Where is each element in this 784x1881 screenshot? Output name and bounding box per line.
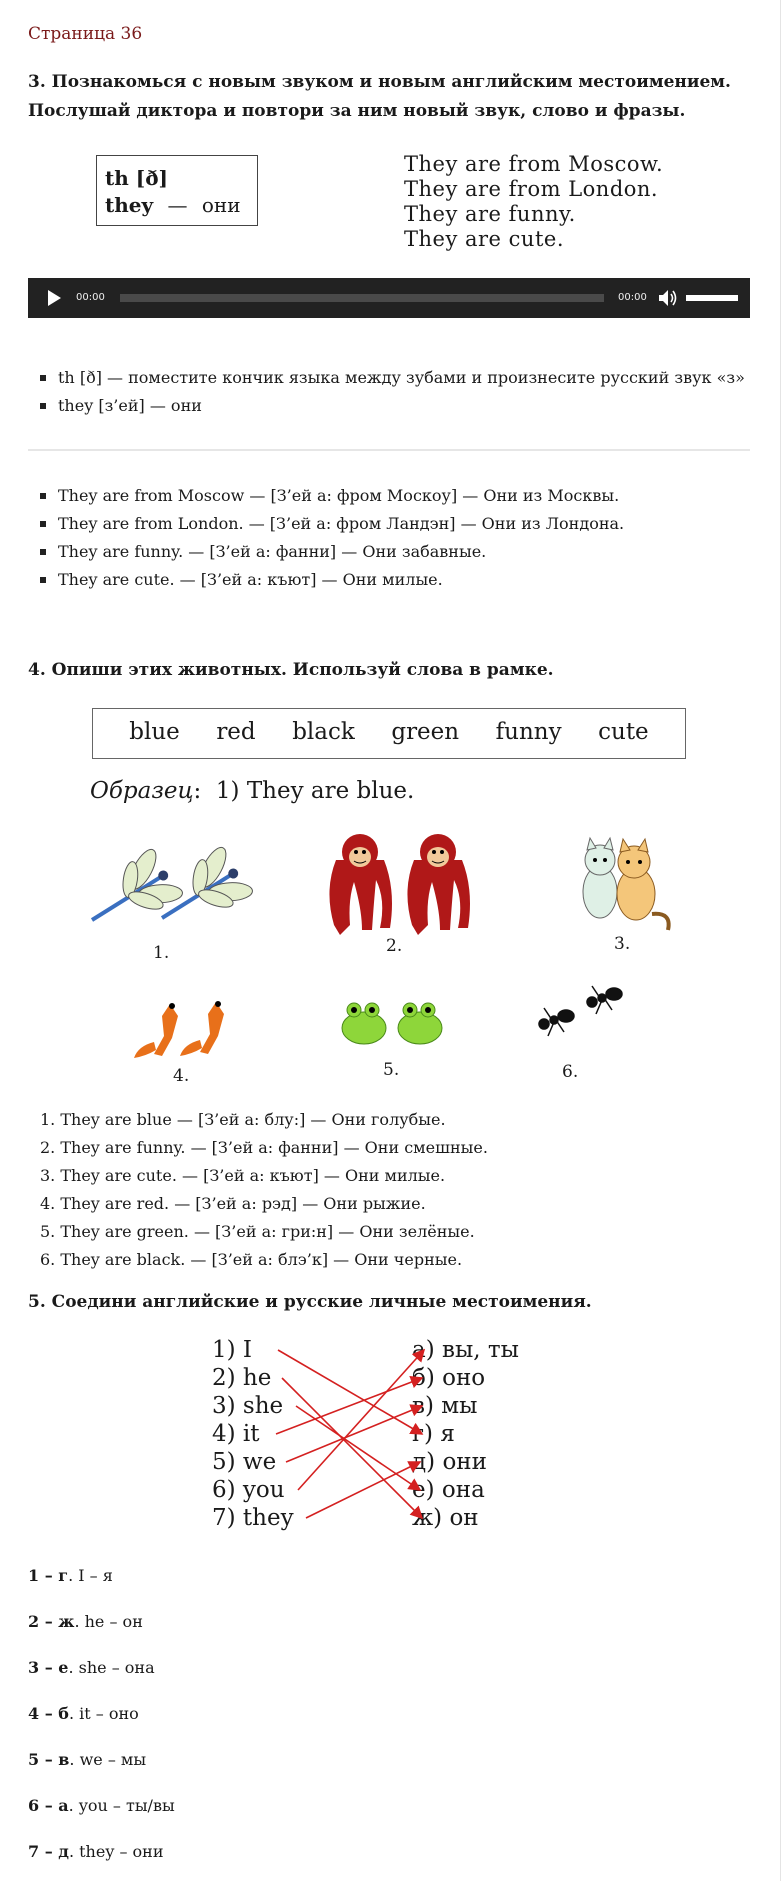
phrase-bullet-list [28, 482, 624, 594]
foxes-image [134, 1001, 224, 1058]
answer-key: 2 – ж [28, 1612, 75, 1631]
answer-line [28, 1750, 146, 1769]
phrase: They are funny. [404, 202, 576, 226]
example-label: Образец [90, 778, 194, 804]
volume-slider[interactable] [686, 294, 738, 302]
arrow [286, 1406, 422, 1462]
pronoun-left: 6) you [212, 1477, 285, 1503]
list-item: They are funny. — [З’ей а: фанни] — Они забавные. [28, 538, 624, 566]
exercise-3-heading-line-2: Послушай диктора и повтори за ним новый звук, слово и фразы. [28, 101, 686, 121]
sound-box-translation: они [201, 193, 241, 217]
pronoun-right: б) оно [412, 1365, 486, 1391]
answer-key: 3 – е [28, 1658, 69, 1677]
answer-line [28, 1566, 113, 1585]
sound-box-word: they [105, 193, 154, 217]
exercise-4-heading: 4. Опиши этих животных. Используй слова в рамке. [28, 660, 554, 680]
pronoun-right: в) мы [412, 1393, 478, 1419]
pronoun-right: г) я [412, 1421, 455, 1447]
arrow [278, 1350, 422, 1434]
picture-label: 3. [614, 934, 631, 954]
phrases-block [404, 152, 663, 252]
answer-line [28, 1704, 139, 1723]
answer-line [28, 1842, 163, 1861]
list-item: 5. They are green. — [З’ей а: гри:н] — Они зелёные. [40, 1222, 475, 1241]
animal-pictures [86, 820, 746, 1090]
list-item: They are from Moscow — [З’ей а: фром Москоу] — Они из Москвы. [28, 482, 624, 510]
volume-icon[interactable] [658, 289, 678, 307]
picture-label: 4. [173, 1066, 190, 1086]
answer-key: 1 – г [28, 1566, 69, 1585]
exercise-3-heading [28, 68, 731, 126]
seek-bar[interactable] [120, 294, 604, 302]
sound-box-word-row [105, 193, 241, 217]
arrow [306, 1462, 420, 1518]
matching-arrows [0, 1330, 784, 1540]
play-button[interactable] [48, 290, 61, 306]
pronoun-right: е) она [412, 1477, 485, 1503]
word: cute [598, 719, 649, 745]
exercise-5-heading: 5. Соедини английские и русские личные местоимения. [28, 1292, 592, 1312]
picture-label: 5. [383, 1060, 400, 1080]
word: blue [129, 719, 180, 745]
dragonflies-image [86, 838, 260, 948]
pronoun-left: 4) it [212, 1421, 260, 1447]
answer-text: . he – он [74, 1612, 143, 1631]
audio-player [28, 278, 750, 318]
example-line: Образец: 1) They are blue. [90, 778, 415, 804]
ants-image [539, 986, 622, 1036]
cats-image [583, 838, 669, 930]
list-item: They are cute. — [З’ей а: къют] — Они милые. [28, 566, 624, 594]
pronoun-left: 1) I [212, 1337, 253, 1363]
pronoun-left: 2) he [212, 1365, 272, 1391]
pronoun-left: 3) she [212, 1393, 284, 1419]
divider [28, 449, 750, 451]
sound-box [96, 155, 258, 226]
arrow [276, 1378, 422, 1434]
exercise-4-answers [28, 1106, 488, 1274]
pronoun-right: д) они [412, 1449, 487, 1475]
answer-key: 7 – д [28, 1842, 69, 1861]
page-title: Страница 36 [28, 24, 143, 44]
answer-key: 5 – в [28, 1750, 70, 1769]
list-item: They are from London. — [З’ей а: фром Ландэн] — Они из Лондона. [28, 510, 624, 538]
sound-box-dash: — [167, 193, 188, 217]
list-item: th [ð] — поместите кончик языка между зубами и произнесите русский звук «з» [28, 364, 745, 392]
list-item: 6. They are black. — [З’ей а: блэ’к] — Они черные. [40, 1250, 463, 1269]
picture-label: 1. [153, 943, 170, 963]
list-item: 2. They are funny. — [З’ей а: фанни] — Они смешные. [40, 1138, 488, 1157]
phrase: They are from London. [404, 177, 659, 201]
answer-text: . you – ты/вы [68, 1796, 175, 1815]
sound-bullet-list [28, 364, 745, 420]
answer-text: . she – она [68, 1658, 155, 1677]
pronoun-left: 5) we [212, 1449, 277, 1475]
pronoun-left: 7) they [212, 1505, 294, 1531]
answer-line [28, 1612, 143, 1631]
list-item: 3. They are cute. — [З’ей а: къют] — Они милые. [40, 1166, 446, 1185]
arrow [282, 1378, 422, 1518]
sound-box-line: th [ð] [105, 166, 169, 190]
phrase: They are from Moscow. [404, 152, 664, 176]
monkeys-image [329, 834, 470, 935]
answer-line [28, 1796, 175, 1815]
word-box-row [93, 719, 685, 745]
word: black [292, 719, 355, 745]
word: red [216, 719, 256, 745]
pronoun-right: а) вы, ты [412, 1337, 519, 1363]
pronoun-right: ж) он [412, 1505, 479, 1531]
list-item: 1. They are blue — [З’ей а: блу:] — Они голубые. [40, 1110, 446, 1129]
answer-text: . they – они [68, 1842, 164, 1861]
total-time: 00:00 [618, 292, 647, 303]
word: green [391, 719, 460, 745]
example-text: 1) They are blue. [215, 778, 415, 804]
answer-text: . it – оно [68, 1704, 139, 1723]
current-time: 00:00 [76, 292, 105, 303]
picture-label: 2. [386, 936, 403, 956]
list-item: 4. They are red. — [З’ей а: рэд] — Они рыжие. [40, 1194, 426, 1213]
phrase: They are cute. [404, 227, 564, 251]
frogs-image [342, 1003, 442, 1044]
answer-text: . we – мы [69, 1750, 147, 1769]
exercise-3-heading-line-1: 3. Познакомься с новым звуком и новым английским местоимением. [28, 72, 731, 92]
picture-label: 6. [562, 1062, 579, 1082]
word-box [92, 708, 686, 759]
page-edge [780, 0, 781, 1881]
list-item: they [з’ей] — они [28, 392, 745, 420]
answer-text: . I – я [68, 1566, 113, 1585]
word: funny [495, 719, 562, 745]
answer-key: 6 – а [28, 1796, 69, 1815]
answer-line [28, 1658, 155, 1677]
answer-key: 4 – б [28, 1704, 69, 1723]
